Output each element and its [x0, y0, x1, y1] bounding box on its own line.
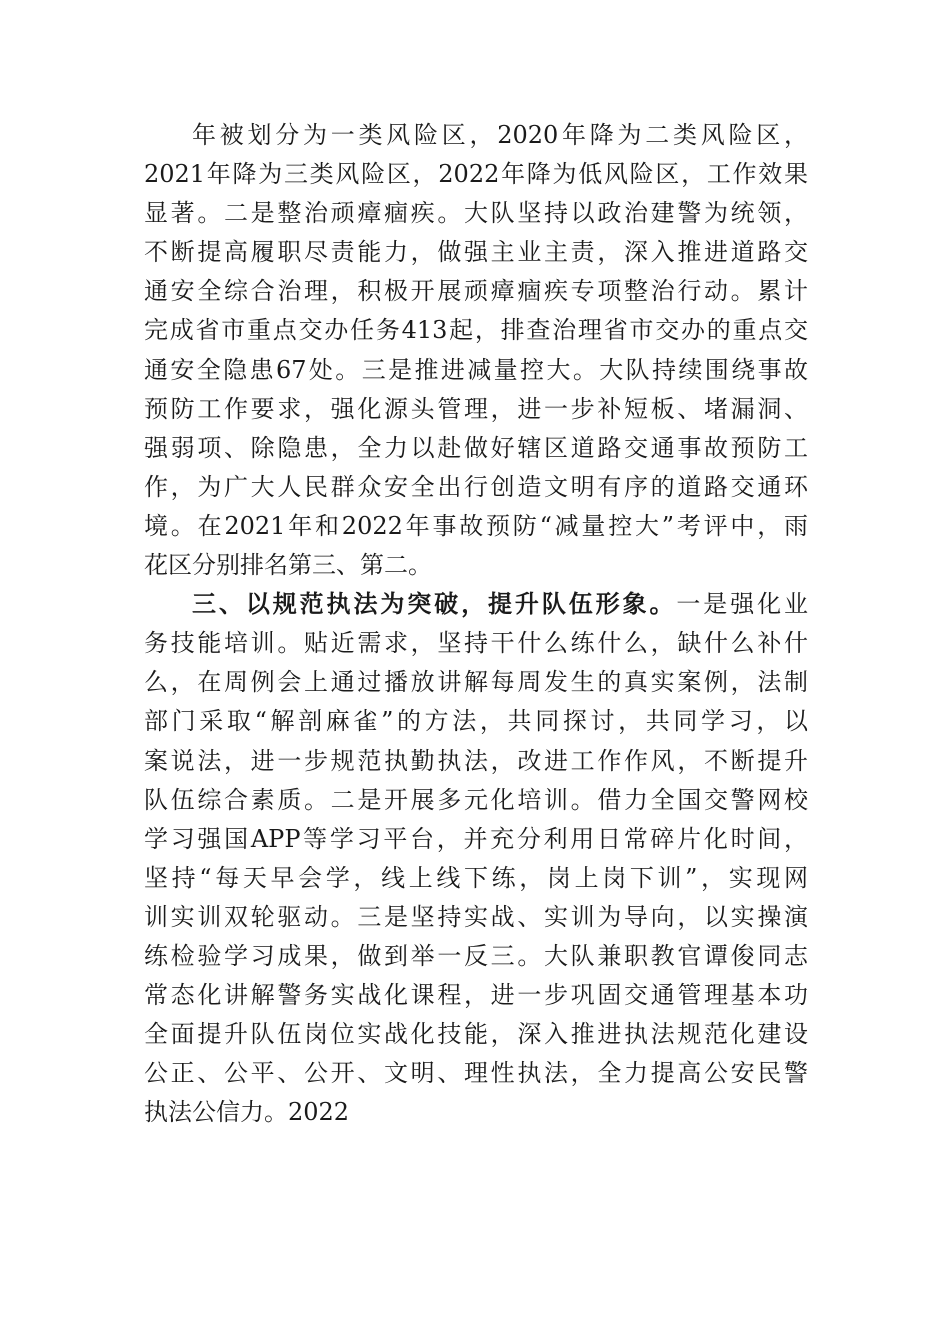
text-line: 学习强国APP等学习平台，并充分利用日常碎片化时间，	[144, 824, 808, 853]
text-line: 预防工作要求，强化源头管理，进一步补短板、堵漏洞、	[144, 394, 808, 423]
text-line: 通安全隐患67处。三是推进减量控大。大队持续围绕事故	[144, 355, 808, 384]
text-line: 公正、公平、公开、文明、理性执法，全力提高公安民警	[144, 1059, 808, 1088]
text-line: 练检验学习成果，做到举一反三。大队兼职教官谭俊同志	[144, 941, 808, 970]
section-3-first-line	[144, 585, 808, 624]
text-line: 案说法，进一步规范执勤执法，改进工作作风，不断提升	[144, 746, 808, 775]
text-line: 训实训双轮驱动。三是坚持实战、实训为导向，以实操演	[144, 902, 808, 931]
text-line: 花区分别排名第三、第二。	[144, 551, 432, 580]
section-3-heading: 三、以规范执法为突破，提升队伍形象。	[192, 590, 677, 619]
text-line: 么，在周例会上通过播放讲解每周发生的真实案例，法制	[144, 668, 808, 697]
body-text	[144, 116, 808, 1132]
text-line: 2021年降为三类风险区，2022年降为低风险区，工作效果	[144, 160, 808, 189]
text-line: 常态化讲解警务实战化课程，进一步巩固交通管理基本功	[144, 981, 808, 1010]
text-line: 不断提高履职尽责能力，做强主业主责，深入推进道路交	[144, 238, 808, 267]
text-line: 通安全综合治理，积极开展顽瘴痼疾专项整治行动。累计	[144, 277, 808, 306]
section-3-first-line-text: 一是强化业	[676, 590, 808, 619]
text-line: 部门采取“解剖麻雀”的方法，共同探讨，共同学习，以	[144, 707, 808, 736]
text-line: 强弱项、除隐患，全力以赴做好辖区道路交通事故预防工	[144, 433, 808, 462]
text-line: 全面提升队伍岗位实战化技能，深入推进执法规范化建设	[144, 1020, 808, 1049]
text-line: 作，为广大人民群众安全出行创造文明有序的道路交通环	[144, 472, 808, 501]
text-line: 执法公信力。2022	[144, 1098, 350, 1127]
text-line: 境。在2021年和2022年事故预防“减量控大”考评中，雨	[144, 511, 808, 540]
text-line: 队伍综合素质。二是开展多元化培训。借力全国交警网校	[144, 785, 808, 814]
text-line: 完成省市重点交办任务413起，排查治理省市交办的重点交	[144, 316, 808, 345]
text-line: 年被划分为一类风险区，2020年降为二类风险区，	[192, 121, 808, 149]
text-line: 务技能培训。贴近需求，坚持干什么练什么，缺什么补什	[144, 629, 808, 658]
text-line: 显著。二是整治顽瘴痼疾。大队坚持以政治建警为统领，	[144, 199, 808, 228]
text-line: 坚持“每天早会学，线上线下练，岗上岗下训”，实现网	[144, 863, 808, 892]
